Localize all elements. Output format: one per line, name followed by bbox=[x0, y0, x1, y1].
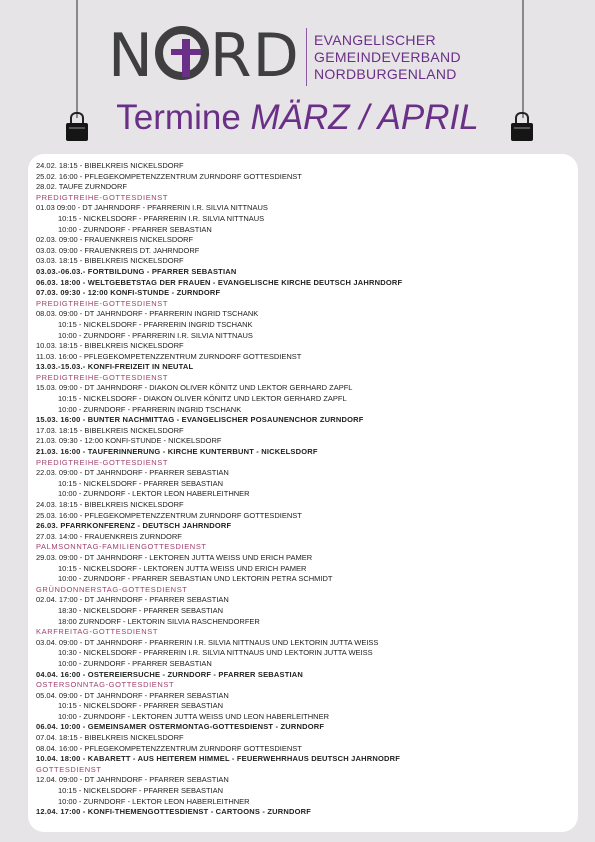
event-text: 10:00 - ZURNDORF - PFARRER SEBASTIAN bbox=[58, 658, 212, 668]
event-item bbox=[36, 564, 571, 575]
highlight-event bbox=[36, 447, 571, 458]
page-title-prefix: Termine bbox=[116, 98, 241, 137]
event-item bbox=[36, 331, 571, 342]
event-item bbox=[36, 532, 571, 543]
event-text: PREDIGTREIHE-GOTTESDIENST bbox=[36, 298, 169, 308]
event-item bbox=[36, 203, 571, 214]
event-item bbox=[36, 712, 571, 723]
highlight-event bbox=[36, 521, 571, 532]
event-item bbox=[36, 595, 571, 606]
event-item bbox=[36, 235, 571, 246]
event-text: 10:00 - ZURNDORF - PFARRERIN INGRID TSCHANK bbox=[58, 404, 242, 414]
event-text: 13.03.-15.03.- KONFI-FREIZEIT IN NEUTAL bbox=[36, 362, 194, 372]
page-title-months: MÄRZ / APRIL bbox=[250, 98, 479, 137]
event-item bbox=[36, 468, 571, 479]
event-item bbox=[36, 214, 571, 225]
highlight-event bbox=[36, 670, 571, 681]
event-item bbox=[36, 172, 571, 183]
logo-subtitle-line: EVANGELISCHER bbox=[314, 32, 436, 48]
event-item bbox=[36, 309, 571, 320]
event-text: PALMSONNTAG-FAMILIENGOTTESDIENST bbox=[36, 542, 207, 552]
cross-icon bbox=[155, 26, 209, 80]
event-text: 10:00 - ZURNDORF - LEKTOR LEON HABERLEITHNER bbox=[58, 796, 250, 806]
event-text: 12.04. 09:00 - DT JAHRNDORF - PFARRER SEBASTIAN bbox=[36, 775, 229, 785]
section-heading bbox=[36, 585, 571, 596]
page-title bbox=[0, 98, 595, 138]
event-item bbox=[36, 394, 571, 405]
event-item bbox=[36, 500, 571, 511]
logo-divider bbox=[306, 28, 307, 86]
event-item bbox=[36, 744, 571, 755]
event-item bbox=[36, 797, 571, 808]
event-text: 28.02. TAUFE ZURNDORF bbox=[36, 182, 127, 192]
event-text: PREDIGTREIHE-GOTTESDIENST bbox=[36, 372, 169, 382]
section-heading bbox=[36, 458, 571, 469]
binder-clip-left-icon bbox=[66, 112, 88, 144]
event-text: OSTERSONNTAG-GOTTESDIENST bbox=[36, 680, 175, 690]
logo-subtitle-line: GEMEINDEVERBAND bbox=[314, 49, 461, 65]
event-text: 10.04. 18:00 - KABARETT - AUS HEITEREM HIMMEL - FEUERWEHRHAUS DEUTSCH JAHRNODRF bbox=[36, 754, 401, 764]
event-item bbox=[36, 436, 571, 447]
highlight-event bbox=[36, 754, 571, 765]
section-heading bbox=[36, 373, 571, 384]
event-text: 25.02. 16:00 - PFLEGEKOMPETENZZENTRUM ZURNDORF GOTTESDIENST bbox=[36, 171, 302, 181]
event-text: 10:15 - NICKELSDORF - LEKTOREN JUTTA WEISS UND ERICH PAMER bbox=[58, 563, 307, 573]
event-text: 07.04. 18:15 - BIBELKREIS NICKELSDORF bbox=[36, 733, 184, 743]
event-item bbox=[36, 352, 571, 363]
event-text: 15.03. 09:00 - DT JAHRNDORF - DIAKON OLIVER KÖNITZ UND LEKTOR GERHARD ZAPFL bbox=[36, 383, 353, 393]
event-text: 26.03. PFARRKONFERENZ - DEUTSCH JAHRNDORF bbox=[36, 521, 232, 531]
event-text: 15.03. 16:00 - BUNTER NACHMITTAG - EVANGELISCHER POSAUNENCHOR ZURNDORF bbox=[36, 415, 364, 425]
highlight-event bbox=[36, 278, 571, 289]
event-item bbox=[36, 648, 571, 659]
event-text: 10:15 - NICKELSDORF - PFARRERIN INGRID TSCHANK bbox=[58, 319, 253, 329]
logo-wordmark bbox=[108, 21, 300, 91]
event-item bbox=[36, 489, 571, 500]
event-text: 10:15 - NICKELSDORF - PFARRER SEBASTIAN bbox=[58, 478, 224, 488]
event-item bbox=[36, 786, 571, 797]
event-item bbox=[36, 320, 571, 331]
event-text: 10:15 - NICKELSDORF - DIAKON OLIVER KÖNITZ UND LEKTOR GERHARD ZAPFL bbox=[58, 394, 347, 404]
event-text: 07.03. 09:30 - 12:00 KONFI-STUNDE - ZURNDORF bbox=[36, 288, 221, 298]
event-item bbox=[36, 606, 571, 617]
event-item bbox=[36, 383, 571, 394]
event-text: 12.04. 17:00 - KONFI-THEMENGOTTESDIENST - CARTOONS - ZURNDORF bbox=[36, 807, 312, 817]
event-item bbox=[36, 256, 571, 267]
event-text: 08.04. 16:00 - PFLEGEKOMPETENZZENTRUM ZURNDORF GOTTESDIENST bbox=[36, 743, 302, 753]
highlight-event bbox=[36, 267, 571, 278]
event-item bbox=[36, 405, 571, 416]
event-item bbox=[36, 775, 571, 786]
event-item bbox=[36, 246, 571, 257]
event-item bbox=[36, 182, 571, 193]
event-text: 02.04. 17:00 - DT JAHRNDORF - PFARRER SEBASTIAN bbox=[36, 595, 229, 605]
highlight-event bbox=[36, 722, 571, 733]
highlight-event bbox=[36, 288, 571, 299]
event-item bbox=[36, 511, 571, 522]
event-item bbox=[36, 225, 571, 236]
event-item bbox=[36, 553, 571, 564]
highlight-event bbox=[36, 807, 571, 818]
event-text: 10:30 - NICKELSDORF - PFARRERIN I.R. SILVIA NITTNAUS UND LEKTORIN JUTTA WEISS bbox=[58, 648, 373, 658]
event-text: 11.03. 16:00 - PFLEGEKOMPETENZZENTRUM ZURNDORF GOTTESDIENST bbox=[36, 351, 302, 361]
event-list bbox=[36, 161, 571, 818]
section-heading bbox=[36, 765, 571, 776]
section-heading bbox=[36, 627, 571, 638]
event-text: 10:00 - ZURNDORF - LEKTOREN JUTTA WEISS UND LEON HABERLEITHNER bbox=[58, 711, 330, 721]
event-text: 24.02. 18:15 - BIBELKREIS NICKELSDORF bbox=[36, 161, 184, 170]
event-text: 10:00 - ZURNDORF - PFARRERIN I.R. SILVIA NITTNAUS bbox=[58, 330, 253, 340]
event-text: 08.03. 09:00 - DT JAHRNDORF - PFARRERIN INGRID TSCHANK bbox=[36, 309, 259, 319]
event-item bbox=[36, 701, 571, 712]
event-item bbox=[36, 341, 571, 352]
event-item bbox=[36, 479, 571, 490]
event-text: 03.03.-06.03.- FORTBILDUNG - PFARRER SEBASTIAN bbox=[36, 266, 237, 276]
event-text: 22.03. 09:00 - DT JAHRNDORF - PFARRER SEBASTIAN bbox=[36, 468, 229, 478]
highlight-event bbox=[36, 362, 571, 373]
event-item bbox=[36, 691, 571, 702]
event-text: 21.03. 16:00 - TAUFERINNERUNG - KIRCHE KUNTERBUNT - NICKELSDORF bbox=[36, 447, 318, 457]
logo-letter-n: N bbox=[108, 21, 154, 91]
event-text: 03.04. 09:00 - DT JAHRNDORF - PFARRERIN I.R. SILVIA NITTNAUS UND LEKTORIN JUTTA WEISS bbox=[36, 637, 379, 647]
event-text: 24.03. 18:15 - BIBELKREIS NICKELSDORF bbox=[36, 500, 184, 509]
event-text: 10:00 - ZURNDORF - PFARRER SEBASTIAN UND LEKTORIN PETRA SCHMIDT bbox=[58, 574, 333, 584]
section-heading bbox=[36, 193, 571, 204]
event-item bbox=[36, 659, 571, 670]
event-text: 05.04. 09:00 - DT JAHRNDORF - PFARRER SEBASTIAN bbox=[36, 690, 229, 700]
event-item bbox=[36, 638, 571, 649]
event-text: 25.03. 16:00 - PFLEGEKOMPETENZZENTRUM ZURNDORF GOTTESDIENST bbox=[36, 510, 302, 520]
event-text: 06.03. 18:00 - WELTGEBETSTAG DER FRAUEN - EVANGELISCHE KIRCHE DEUTSCH JAHRNDORF bbox=[36, 277, 403, 287]
logo-subtitle bbox=[314, 32, 461, 83]
event-text: 10.03. 18:15 - BIBELKREIS NICKELSDORF bbox=[36, 341, 184, 351]
event-text: 03.03. 18:15 - BIBELKREIS NICKELSDORF bbox=[36, 256, 184, 266]
section-heading bbox=[36, 542, 571, 553]
event-item bbox=[36, 426, 571, 437]
event-text: 29.03. 09:00 - DT JAHRNDORF - LEKTOREN JUTTA WEISS UND ERICH PAMER bbox=[36, 552, 313, 562]
event-text: 18:00 ZURNDORF - LEKTORIN SILVIA RASCHENDORFER bbox=[58, 616, 260, 626]
event-text: KARFREITAG-GOTTESDIENST bbox=[36, 627, 159, 637]
event-item bbox=[36, 574, 571, 585]
event-text: 06.04. 10:00 - GEMEINSAMER OSTERMONTAG-GOTTESDIENST - ZURNDORF bbox=[36, 722, 325, 732]
event-text: 01.03 09:00 - DT JAHRNDORF - PFARRERIN I.R. SILVIA NITTNAUS bbox=[36, 203, 268, 213]
event-text: 10:00 - ZURNDORF - PFARRER SEBASTIAN bbox=[58, 224, 212, 234]
section-heading bbox=[36, 299, 571, 310]
event-text: GRÜNDONNERSTAG-GOTTESDIENST bbox=[36, 584, 188, 594]
event-item bbox=[36, 161, 571, 172]
event-text: 02.03. 09:00 - FRAUENKREIS NICKELSDORF bbox=[36, 235, 194, 245]
highlight-event bbox=[36, 415, 571, 426]
event-text: PREDIGTREIHE-GOTTESDIENST bbox=[36, 457, 169, 467]
binder-clip-right-icon bbox=[511, 112, 533, 144]
event-text: 21.03. 09:30 - 12:00 KONFI-STUNDE - NICKELSDORF bbox=[36, 436, 222, 446]
event-text: 10:00 - ZURNDORF - LEKTOR LEON HABERLEITHNER bbox=[58, 489, 250, 499]
event-text: PREDIGTREIHE-GOTTESDIENST bbox=[36, 192, 169, 202]
event-text: 10:15 - NICKELSDORF - PFARRER SEBASTIAN bbox=[58, 786, 224, 796]
event-item bbox=[36, 617, 571, 628]
logo-letters-rd: RD bbox=[209, 21, 300, 91]
event-text: 27.03. 14:00 - FRAUENKREIS ZURNDORF bbox=[36, 531, 182, 541]
event-text: 17.03. 18:15 - BIBELKREIS NICKELSDORF bbox=[36, 425, 184, 435]
section-heading bbox=[36, 680, 571, 691]
event-text: GOTTESDIENST bbox=[36, 764, 102, 774]
event-item bbox=[36, 733, 571, 744]
event-text: 10:15 - NICKELSDORF - PFARRER SEBASTIAN bbox=[58, 701, 224, 711]
event-text: 10:15 - NICKELSDORF - PFARRERIN I.R. SILVIA NITTNAUS bbox=[58, 213, 265, 223]
logo-subtitle-line: NORDBURGENLAND bbox=[314, 66, 457, 82]
event-text: 03.03. 09:00 - FRAUENKREIS DT. JAHRNDORF bbox=[36, 245, 200, 255]
event-text: 18:30 - NICKELSDORF - PFARRER SEBASTIAN bbox=[58, 605, 224, 615]
event-text: 04.04. 16:00 - OSTEREIERSUCHE - ZURNDORF - PFARRER SEBASTIAN bbox=[36, 669, 304, 679]
